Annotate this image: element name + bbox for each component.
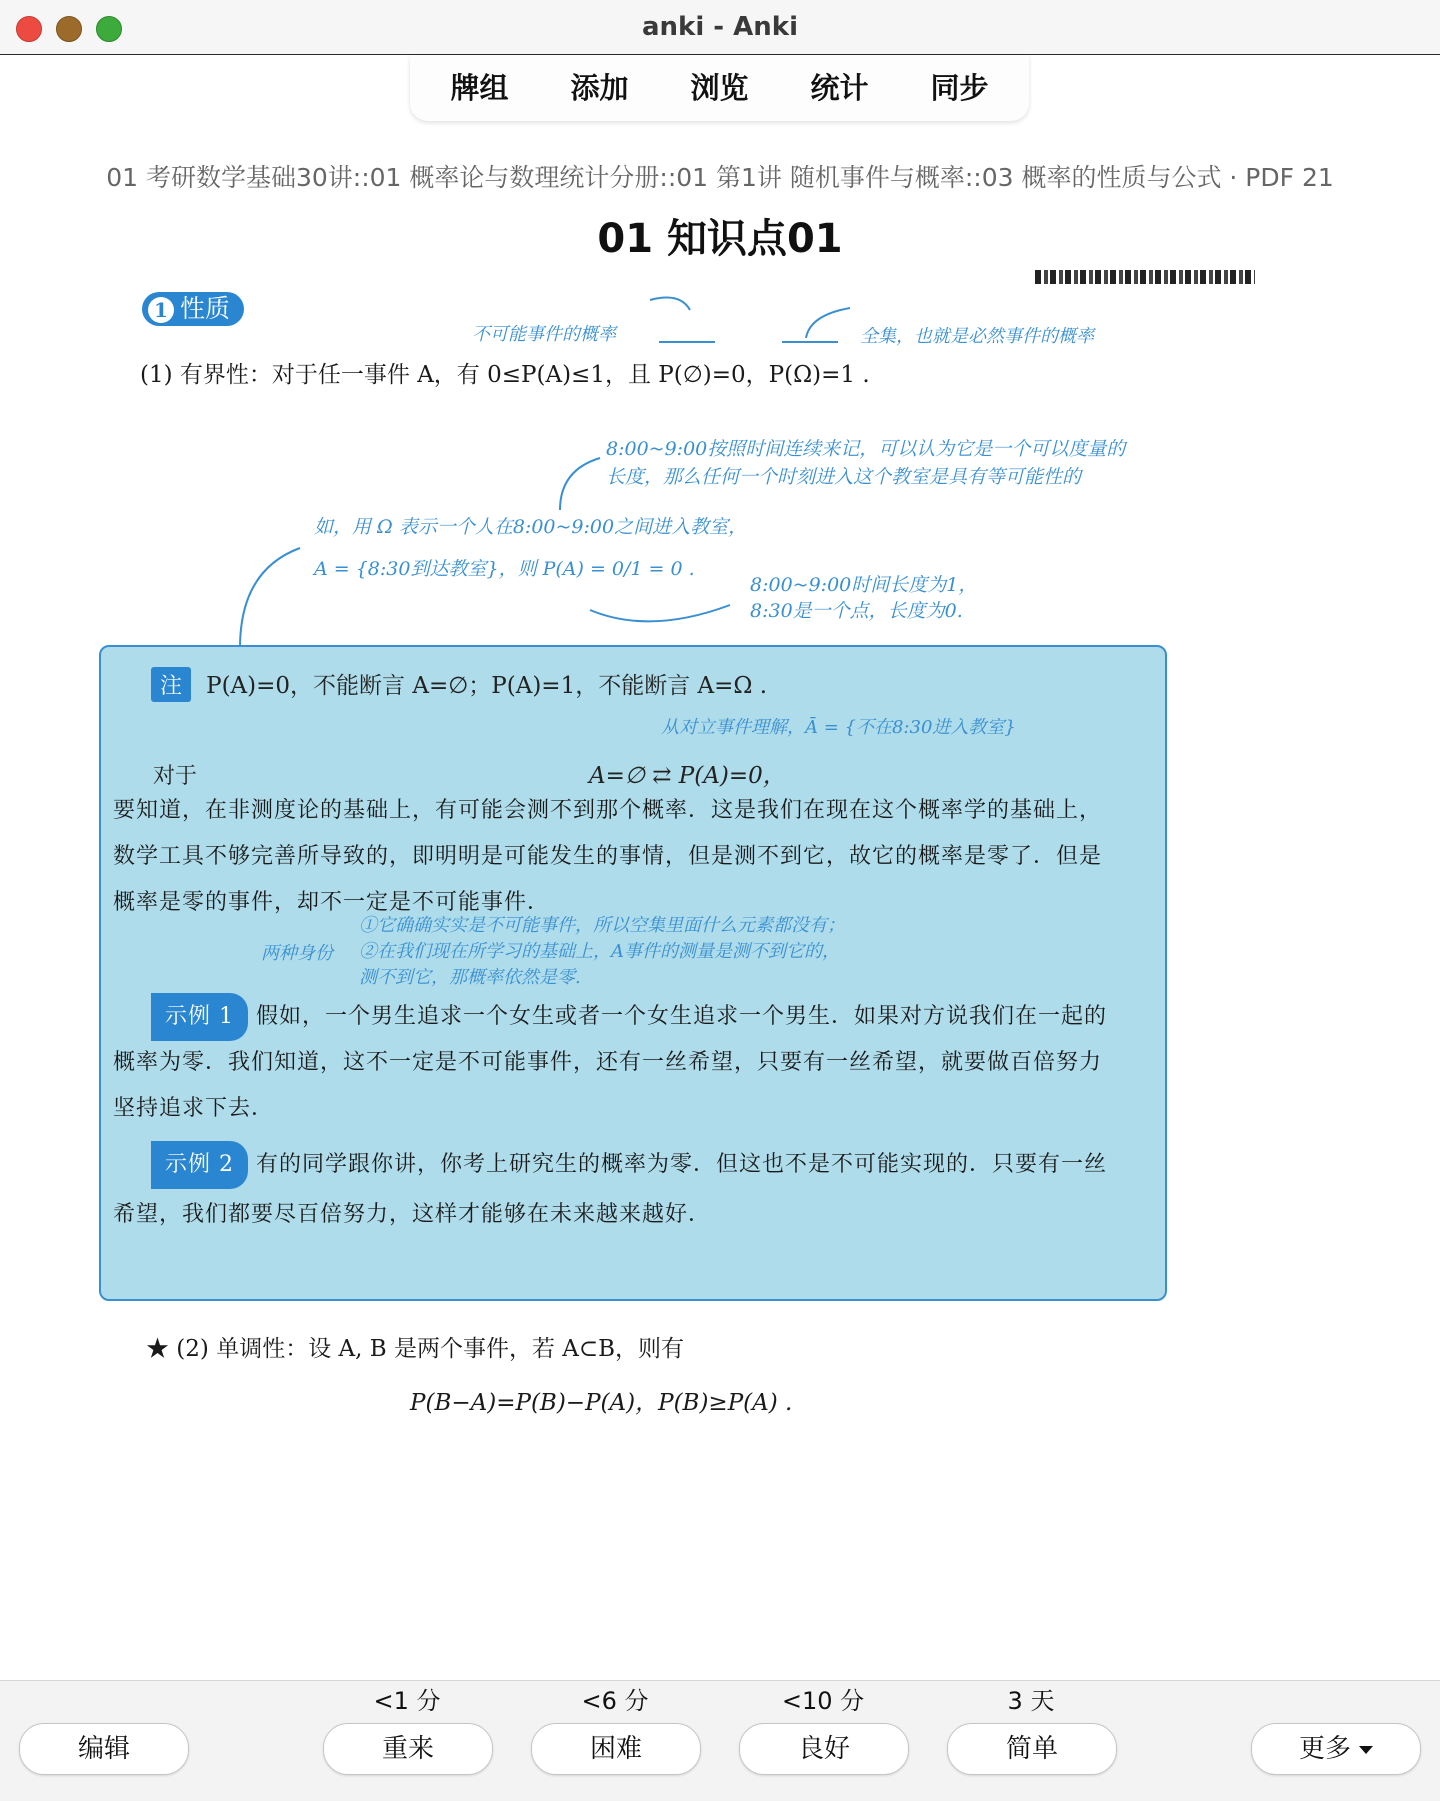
more-label: 更多 xyxy=(1298,1734,1351,1764)
menu-sync[interactable]: 同步 xyxy=(930,71,989,105)
property-1: (1) 有界性：对于任一事件 A，有 0≤P(A)≤1，且 P(∅)=0，P(Ω)=1 . xyxy=(140,362,870,388)
paragraph-line-2: 数学工具不够完善所导致的，即明明是可能发生的事情，但是测不到它，故它的概率是零了．但是 xyxy=(113,844,1103,869)
example-1-text: 假如，一个男生追求一个女生或者一个女生追求一个男生．如果对方说我们在一起的 xyxy=(256,1004,1108,1029)
example-1-label: 示例 1 xyxy=(151,993,248,1041)
property-2-formula: P(B−A)=P(B)−P(A)，P(B)≥P(A) . xyxy=(410,1390,793,1416)
note-complement: 从对立事件理解，Ā = {不在8:30进入教室} xyxy=(661,717,1016,738)
note-text: P(A)=0，不能断言 A=∅；P(A)=1，不能断言 A=Ω . xyxy=(206,673,768,699)
more-button[interactable] xyxy=(1251,1723,1421,1775)
easy-button[interactable]: 简单 xyxy=(947,1723,1117,1775)
example-2-line-2: 希望，我们都要尽百倍努力，这样才能够在未来越来越好． xyxy=(113,1202,712,1227)
identity-1: ①它确确实实是不可能事件，所以空集里面什么元素都没有； xyxy=(359,915,845,936)
example-1-line-2: 概率为零．我们知道，这不一定是不可能事件，还有一丝希望，只要有一丝希望，就要做百倍努力 xyxy=(113,1050,1103,1075)
chevron-down-icon xyxy=(1359,1746,1373,1754)
good-button[interactable]: 良好 xyxy=(739,1723,909,1775)
identity-3: 测不到它，那概率依然是零. xyxy=(359,967,581,988)
menu-add[interactable]: 添加 xyxy=(570,71,629,105)
annotation-arrows xyxy=(90,270,1190,650)
easy-due: 3 天 xyxy=(1007,1687,1055,1715)
example-1-line-3: 坚持追求下去． xyxy=(113,1096,275,1121)
note-box xyxy=(99,645,1167,1301)
title-bar xyxy=(0,0,1440,55)
good-due: <10 分 xyxy=(781,1687,865,1715)
answer-bar xyxy=(0,1680,1440,1801)
example-2-text: 有的同学跟你讲，你考上研究生的概率为零．但这也不是不可能实现的．只要有一丝 xyxy=(256,1152,1108,1177)
formula-arrow: A=∅ ⇄ P(A)=0， xyxy=(589,763,786,789)
paragraph-line-1: 要知道，在非测度论的基础上，有可能会测不到那个概率．这是我们在现在这个概率学的基础上， xyxy=(113,798,1103,823)
note-line xyxy=(151,667,767,702)
deck-breadcrumb: 01 考研数学基础30讲::01 概率论与数理统计分册::01 第1讲 随机事件与概率::03 概率的性质与公式 · PDF 21 xyxy=(106,163,1334,192)
example-2-label: 示例 2 xyxy=(151,1141,248,1189)
again-button[interactable]: 重来 xyxy=(323,1723,493,1775)
handwritten-time-1: 8:00~9:00按照时间连续来记，可以认为它是一个可以度量的 xyxy=(606,438,1126,460)
hard-due: <6 分 xyxy=(581,1687,649,1715)
two-identities: 两种身份 xyxy=(261,943,333,964)
handwritten-example-2: A = {8:30到达教室}，则 P(A) = 0/1 = 0 . xyxy=(314,558,695,580)
note-full-set: 全集，也就是必然事件的概率 xyxy=(860,326,1094,347)
handwritten-example-1: 如，用 Ω 表示一个人在8:00~9:00之间进入教室， xyxy=(314,516,748,538)
note-impossible: 不可能事件的概率 xyxy=(472,324,616,345)
handwritten-length-1: 8:00~9:00时间长度为1， xyxy=(750,574,978,596)
menu-stats[interactable]: 统计 xyxy=(810,71,869,105)
example-1-line-1 xyxy=(151,993,1107,1041)
section-label: 性质 xyxy=(180,294,231,323)
edit-button[interactable]: 编辑 xyxy=(19,1723,189,1775)
hard-button[interactable]: 困难 xyxy=(531,1723,701,1775)
section-number: 1 xyxy=(148,297,174,323)
paragraph-line-3: 概率是零的事件，却不一定是不可能事件． xyxy=(113,890,551,915)
identity-2: ②在我们现在所学习的基础上，A事件的测量是测不到它的， xyxy=(359,941,840,962)
again-due: <1 分 xyxy=(373,1687,441,1715)
card-image xyxy=(90,270,1190,1420)
property-2: ★ (2) 单调性：设 A, B 是两个事件，若 A⊂B，则有 xyxy=(146,1336,685,1362)
for-label: 对于 xyxy=(153,764,198,789)
handwritten-time-2: 长度，那么任何一个时刻进入这个教室是具有等可能性的 xyxy=(606,466,1082,488)
menu-decks[interactable]: 牌组 xyxy=(450,71,509,105)
window-title: anki - Anki xyxy=(642,12,798,42)
note-badge: 注 xyxy=(151,667,191,702)
card-title: 01 知识点01 xyxy=(597,216,843,262)
menu-browse[interactable]: 浏览 xyxy=(690,71,749,105)
example-2-line-1 xyxy=(151,1141,1107,1189)
main-toolbar xyxy=(410,55,1029,121)
handwritten-length-2: 8:30是一个点，长度为0. xyxy=(750,600,963,622)
